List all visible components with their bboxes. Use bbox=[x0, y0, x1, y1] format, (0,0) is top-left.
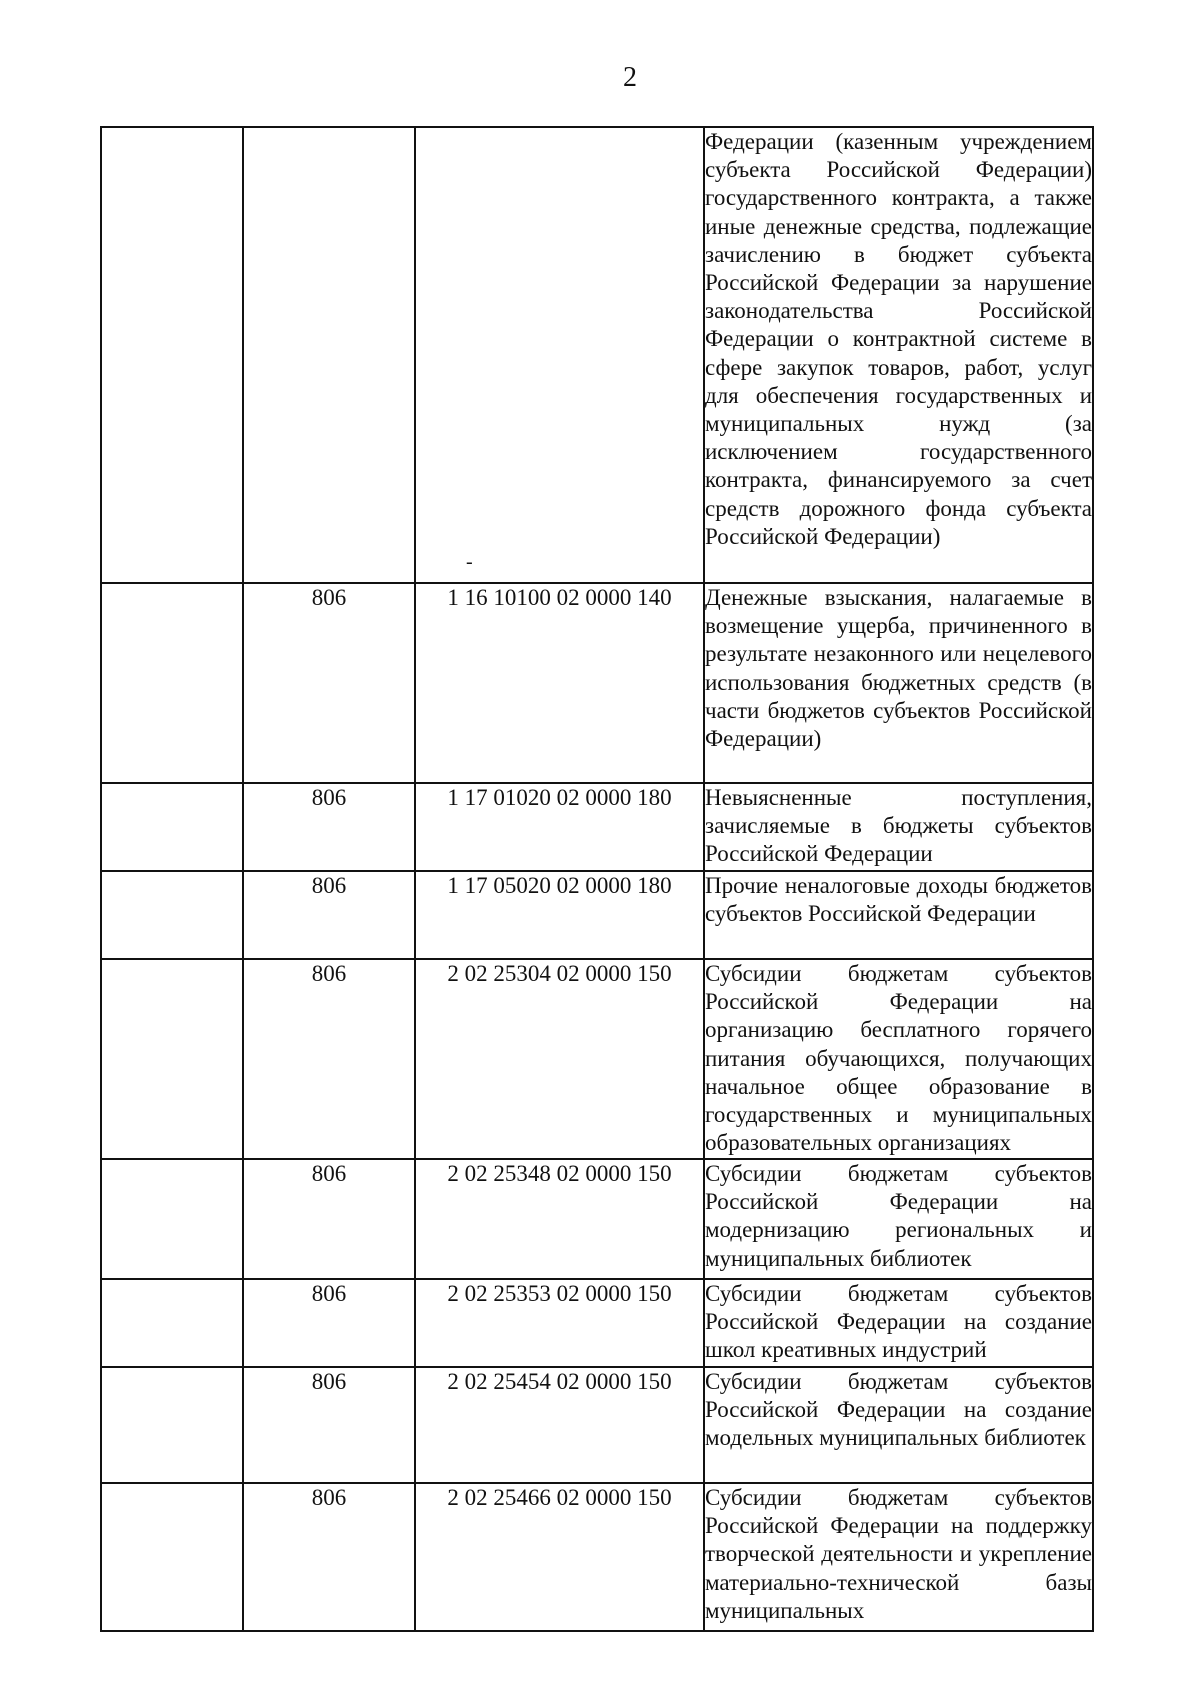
admin-code-cell: 806 bbox=[243, 1279, 415, 1367]
admin-code-cell: 806 bbox=[243, 959, 415, 1159]
table-row bbox=[101, 959, 1093, 1159]
table-row bbox=[101, 783, 1093, 871]
table-row bbox=[101, 871, 1093, 959]
admin-code-cell: 806 bbox=[243, 871, 415, 959]
revenue-description-cell: Прочие неналоговые доходы бюджетов субъектов Российской Федерации bbox=[704, 871, 1093, 959]
blank-cell bbox=[101, 1279, 243, 1367]
budget-classification-code-cell: 2 02 25466 02 0000 150 bbox=[415, 1483, 704, 1631]
admin-code-cell: 806 bbox=[243, 583, 415, 783]
blank-cell bbox=[101, 783, 243, 871]
blank-cell bbox=[101, 1159, 243, 1279]
blank-cell bbox=[101, 1367, 243, 1483]
admin-code-cell: 806 bbox=[243, 1483, 415, 1631]
stray-mark: - bbox=[466, 551, 473, 573]
revenue-description-cell: Субсидии бюджетам субъектов Российской Федерации на организацию бесплатного горячего питания обучающихся, получающих начальное общее образование в государственных и муниципальных образовательных организациях bbox=[704, 959, 1093, 1159]
budget-classification-code-cell: 1 16 10100 02 0000 140 bbox=[415, 583, 704, 783]
budget-classification-code-cell: 2 02 25304 02 0000 150 bbox=[415, 959, 704, 1159]
table-row bbox=[101, 1367, 1093, 1483]
admin-code-cell: 806 bbox=[243, 1159, 415, 1279]
page-number: 2 bbox=[623, 62, 637, 93]
admin-code-cell bbox=[243, 127, 415, 583]
revenue-description-cell: Субсидии бюджетам субъектов Российской Федерации на модернизацию региональных и муниципальных библиотек bbox=[704, 1159, 1093, 1279]
revenue-description-cell: Субсидии бюджетам субъектов Российской Федерации на поддержку творческой деятельности и укрепление материально-технической базы муниципальных bbox=[704, 1483, 1093, 1631]
admin-code-cell: 806 bbox=[243, 783, 415, 871]
revenue-description-cell: Субсидии бюджетам субъектов Российской Федерации на создание модельных муниципальных библиотек bbox=[704, 1367, 1093, 1483]
revenue-description-cell: Денежные взыскания, налагаемые в возмещение ущерба, причиненного в результате незаконного или нецелевого использования бюджетных средств (в части бюджетов субъектов Российской Федерации) bbox=[704, 583, 1093, 783]
budget-classification-code-cell: 2 02 25353 02 0000 150 bbox=[415, 1279, 704, 1367]
table-row bbox=[101, 1159, 1093, 1279]
admin-code-cell: 806 bbox=[243, 1367, 415, 1483]
blank-cell bbox=[101, 959, 243, 1159]
revenue-description-cell: Субсидии бюджетам субъектов Российской Федерации на создание школ креативных индустрий bbox=[704, 1279, 1093, 1367]
table-row bbox=[101, 1483, 1093, 1631]
blank-cell bbox=[101, 127, 243, 583]
budget-classification-code-cell: 2 02 25348 02 0000 150 bbox=[415, 1159, 704, 1279]
revenue-description-cell: Невыясненные поступления, зачисляемые в бюджеты субъектов Российской Федерации bbox=[704, 783, 1093, 871]
table-row bbox=[101, 583, 1093, 783]
table-row bbox=[101, 1279, 1093, 1367]
blank-cell bbox=[101, 583, 243, 783]
revenue-description-cell: Федерации (казенным учреждением субъекта Российской Федерации) государственного контракта, а также иные денежные средства, подлежащие зачислению в бюджет субъекта Российской Федерации за нарушение законодательства Российской Федерации о контрактной системе в сфере закупок товаров, работ, услуг для обеспечения государственных и муниципальных нужд (за исключением государственного контракта, финансируемого за счет средств дорожного фонда субъекта Российской Федерации) bbox=[704, 127, 1093, 583]
blank-cell bbox=[101, 1483, 243, 1631]
budget-classification-code-cell: 2 02 25454 02 0000 150 bbox=[415, 1367, 704, 1483]
budget-classification-code-cell: 1 17 05020 02 0000 180 bbox=[415, 871, 704, 959]
budget-classification-code-cell: 1 17 01020 02 0000 180 bbox=[415, 783, 704, 871]
budget-classification-code-cell bbox=[415, 127, 704, 583]
income-codes-table bbox=[100, 126, 1094, 1632]
table-row bbox=[101, 127, 1093, 583]
blank-cell bbox=[101, 871, 243, 959]
